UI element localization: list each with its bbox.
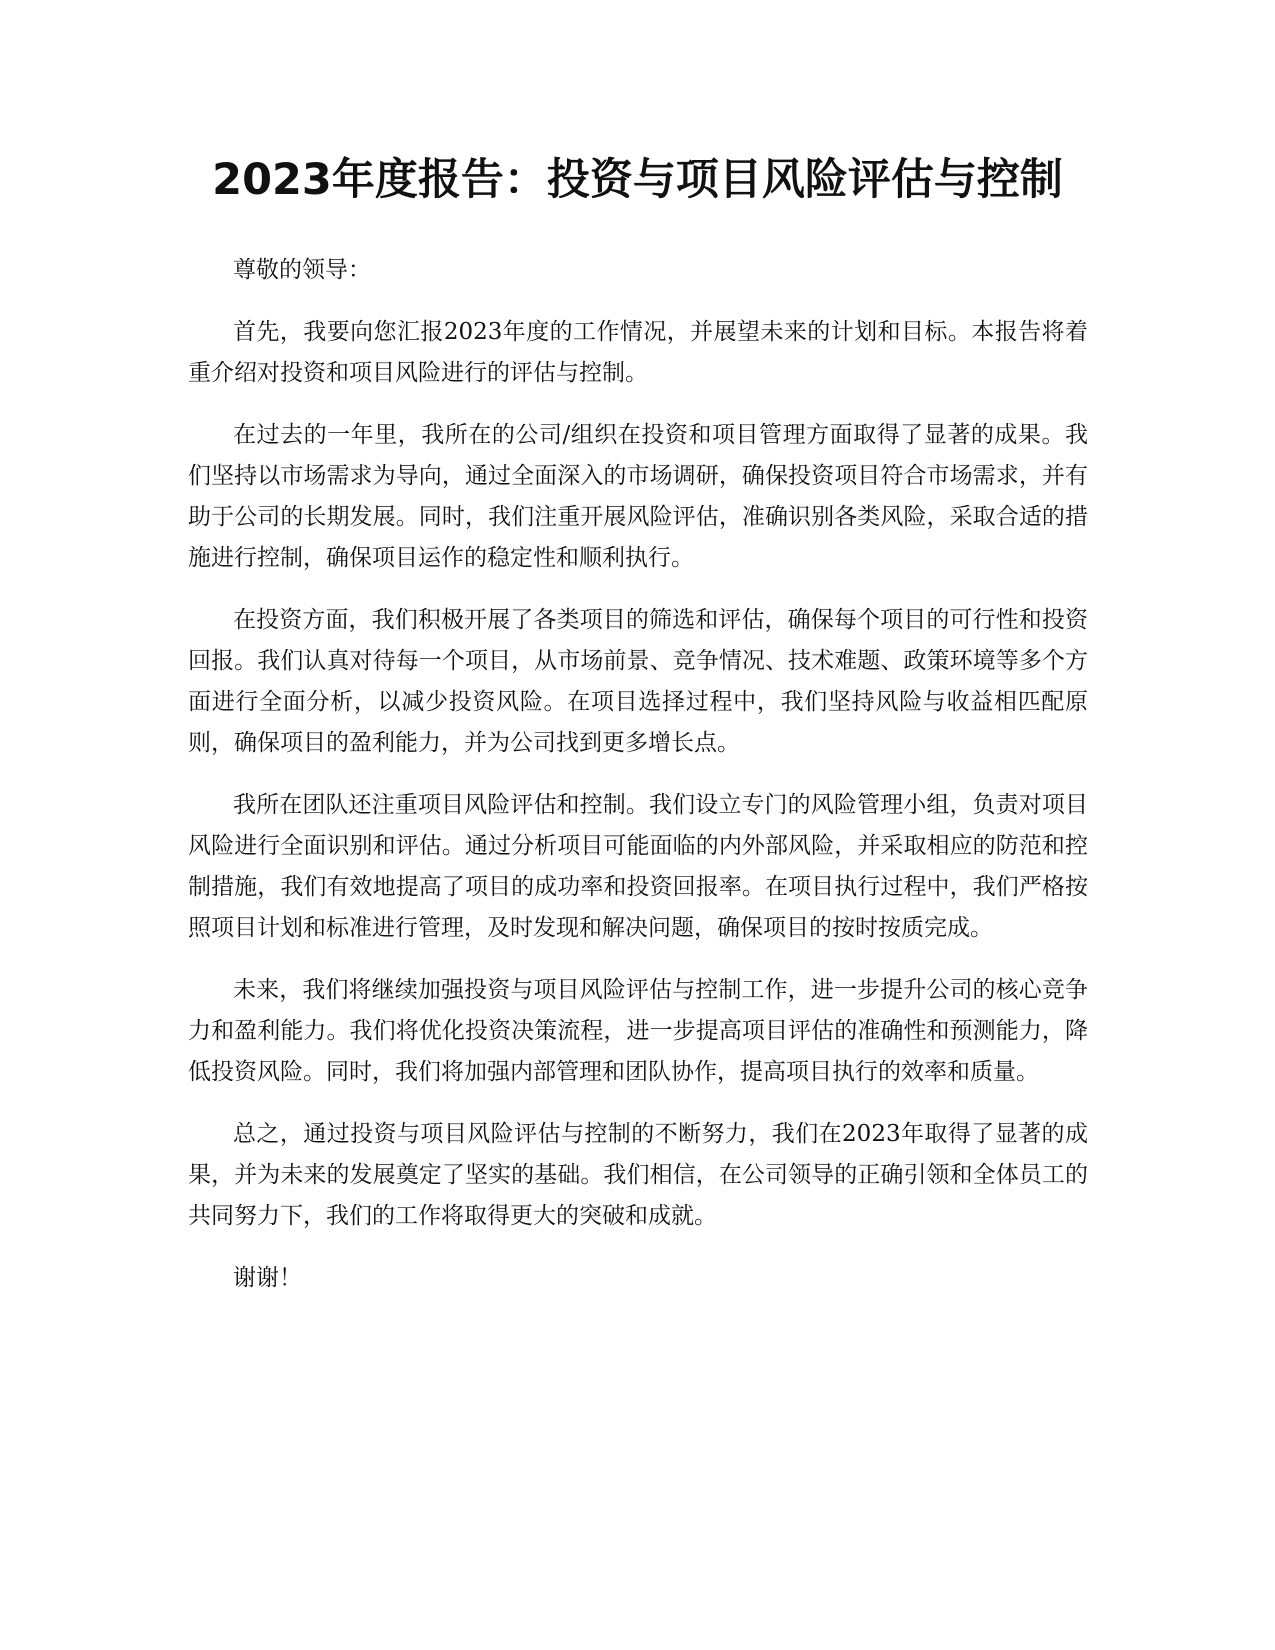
investment-paragraph: 在投资方面，我们积极开展了各类项目的筛选和评估，确保每个项目的可行性和投资回报。我们认真对待每一个项目，从市场前景、竞争情况、技术难题、政策环境等多个方面进行全面分析，以减少投资风险。在项目选择过程中，我们坚持风险与收益相匹配原则，确保项目的盈利能力，并为公司找到更多增长点。: [188, 607, 1088, 756]
document-title: 2023年度报告：投资与项目风险评估与控制: [212, 155, 1063, 205]
salutation-paragraph: 尊敬的领导：: [233, 257, 371, 283]
intro-paragraph: 首先，我要向您汇报2023年度的工作情况，并展望未来的计划和目标。本报告将着重介绍对投资和项目风险进行的评估与控制。: [188, 319, 1088, 386]
future-plans-paragraph: 未来，我们将继续加强投资与项目风险评估与控制工作，进一步提升公司的核心竞争力和盈利能力。我们将优化投资决策流程，进一步提高项目评估的准确性和预测能力，降低投资风险。同时，我们将加强内部管理和团队协作，提高项目执行的效率和质量。: [188, 977, 1088, 1085]
achievements-paragraph: 在过去的一年里，我所在的公司/组织在投资和项目管理方面取得了显著的成果。我们坚持以市场需求为导向，通过全面深入的市场调研，确保投资项目符合市场需求，并有助于公司的长期发展。同时，我们注重开展风险评估，准确识别各类风险，采取合适的措施进行控制，确保项目运作的稳定性和顺利执行。: [188, 422, 1088, 571]
document-body: [188, 250, 1088, 1320]
closing-paragraph: 谢谢！: [233, 1265, 302, 1291]
conclusion-paragraph: 总之，通过投资与项目风险评估与控制的不断努力，我们在2023年取得了显著的成果，并为未来的发展奠定了坚实的基础。我们相信，在公司领导的正确引领和全体员工的共同努力下，我们的工作将取得更大的突破和成就。: [188, 1121, 1088, 1229]
team-risk-paragraph: 我所在团队还注重项目风险评估和控制。我们设立专门的风险管理小组，负责对项目风险进行全面识别和评估。通过分析项目可能面临的内外部风险，并采取相应的防范和控制措施，我们有效地提高了项目的成功率和投资回报率。在项目执行过程中，我们严格按照项目计划和标准进行管理，及时发现和解决问题，确保项目的按时按质完成。: [188, 792, 1088, 941]
